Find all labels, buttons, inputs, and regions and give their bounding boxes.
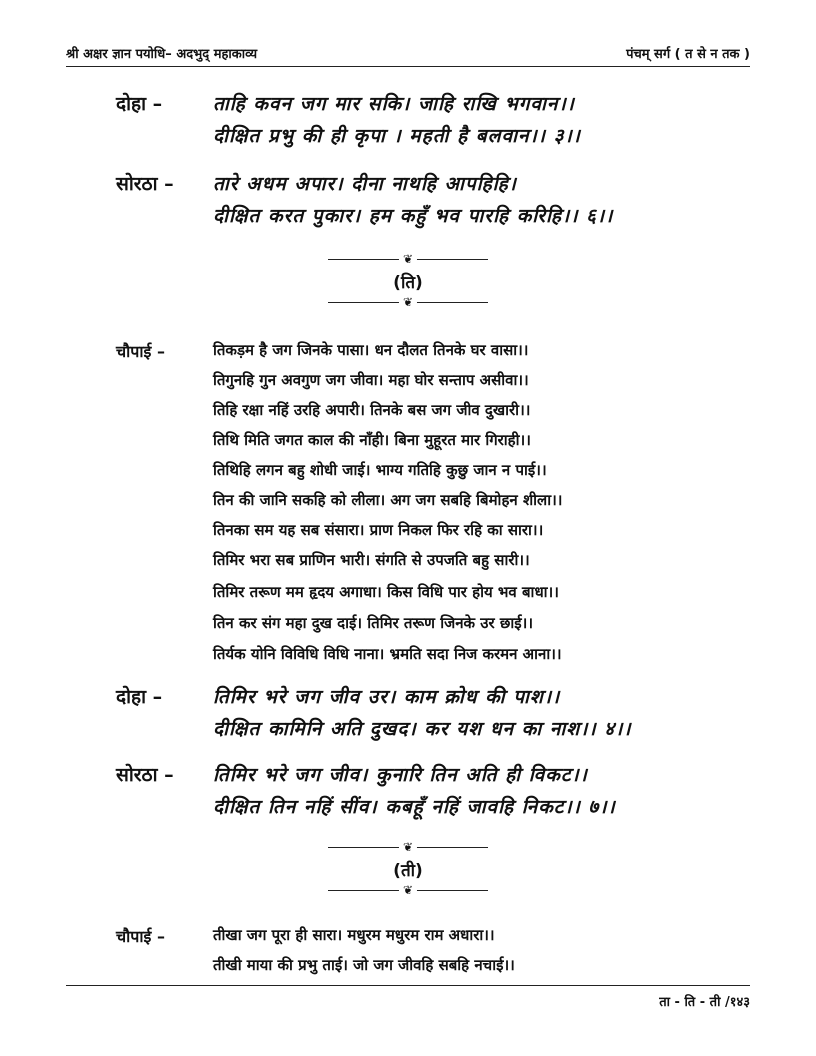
verse-label: सोरठा – bbox=[116, 764, 174, 786]
book-title: श्री अक्षर ज्ञान पयोधि– अदभुद् महाकाव्य bbox=[66, 47, 258, 62]
verse-line: तिमिर तरूण मम हृदय अगाधा। किस विधि पार होय भव बाधा।। bbox=[213, 583, 559, 601]
verse-line: तारे अधम अपार। दीना नाथहि आपहिहि। bbox=[213, 173, 517, 195]
verse-line: दीक्षित करत पुकार। हम कहुँ भव पारहि करिहि।। ६।। bbox=[213, 205, 614, 227]
verse-label: सोरठा – bbox=[116, 173, 174, 195]
section-title: (ती) bbox=[393, 861, 423, 881]
ornament-icon: ❦ bbox=[399, 254, 417, 264]
verse-label: चौपाई – bbox=[116, 927, 165, 946]
section-divider-ti bbox=[320, 250, 496, 314]
chapter-title: पंचम् सर्ग ( त से न तक ) bbox=[626, 47, 750, 62]
verse-line: तिमिर भरे जग जीव। कुनारि तिन अति ही विकट।। bbox=[213, 764, 588, 786]
ornament-icon: ❦ bbox=[399, 842, 417, 852]
verse-label: चौपाई – bbox=[116, 342, 165, 361]
verse-line: तीखा जग पूरा ही सारा। मधुरम मधुरम राम अधारा।। bbox=[213, 926, 495, 944]
verse-line: दीक्षित तिन नहिं सींव। कबहूँ नहिं जावहि निकट।। ७।। bbox=[213, 796, 616, 818]
verse-line: तीखी माया की प्रभु ताई। जो जग जीवहि सबहि नचाई।। bbox=[213, 956, 515, 974]
verse-label: दोहा – bbox=[116, 686, 163, 708]
section-title: (ति) bbox=[393, 273, 423, 293]
verse-line: तिर्यक योनि विविधि विधि नाना। भ्रमति सदा निज करमन आना।। bbox=[213, 645, 562, 663]
verse-line: तिहि रक्षा नहिं उरहि अपारी। तिनके बस जग जीव दुखारी।। bbox=[213, 401, 531, 419]
verse-label: दोहा – bbox=[116, 93, 163, 115]
verse-line: तिमिर भरा सब प्राणिन भारी। संगति से उपजति बहु सारी।। bbox=[213, 551, 530, 569]
verse-line: ताहि कवन जग मार सकि। जाहि राखि भगवान।। bbox=[213, 93, 575, 115]
running-header bbox=[66, 38, 750, 66]
verse-line: तिमिर भरे जग जीव उर। काम क्रोध की पाश।। bbox=[213, 686, 561, 708]
footer-rule bbox=[66, 985, 750, 986]
verse-line: दीक्षित कामिनि अति दुखद। कर यश धन का नाश।। ४।। bbox=[213, 718, 632, 740]
header-rule bbox=[66, 66, 750, 67]
verse-line: दीक्षित प्रभु की ही कृपा । महती है बलवान।। ३।। bbox=[213, 125, 581, 147]
ornament-icon: ❦ bbox=[399, 297, 417, 307]
verse-line: तिगुनहि गुन अवगुण जग जीवा। महा घोर सन्ताप असीवा।। bbox=[213, 371, 529, 389]
section-divider-tee bbox=[320, 838, 496, 902]
page-number: ता - ति - ती /१४३ bbox=[659, 995, 750, 1010]
verse-line: तिनका सम यह सब संसारा। प्राण निकल फिर रहि का सारा।। bbox=[213, 521, 544, 539]
verse-line: तिथिहि लगन बहु शोधी जाई। भाग्य गतिहि कुछु जान न पाई।। bbox=[213, 461, 547, 479]
ornament-icon: ❦ bbox=[399, 885, 417, 895]
verse-line: तिकड़म है जग जिनके पासा। धन दौलत तिनके घर वासा।। bbox=[213, 341, 529, 359]
verse-line: तिन की जानि सकहि को लीला। अग जग सबहि बिमोहन शीला।। bbox=[213, 491, 563, 509]
verse-line: तिन कर संग महा दुख दाई। तिमिर तरूण जिनके उर छाई।। bbox=[213, 614, 534, 632]
verse-line: तिथि मिति जगत काल की नाँही। बिना मुहूरत मार गिराही।। bbox=[213, 431, 531, 449]
